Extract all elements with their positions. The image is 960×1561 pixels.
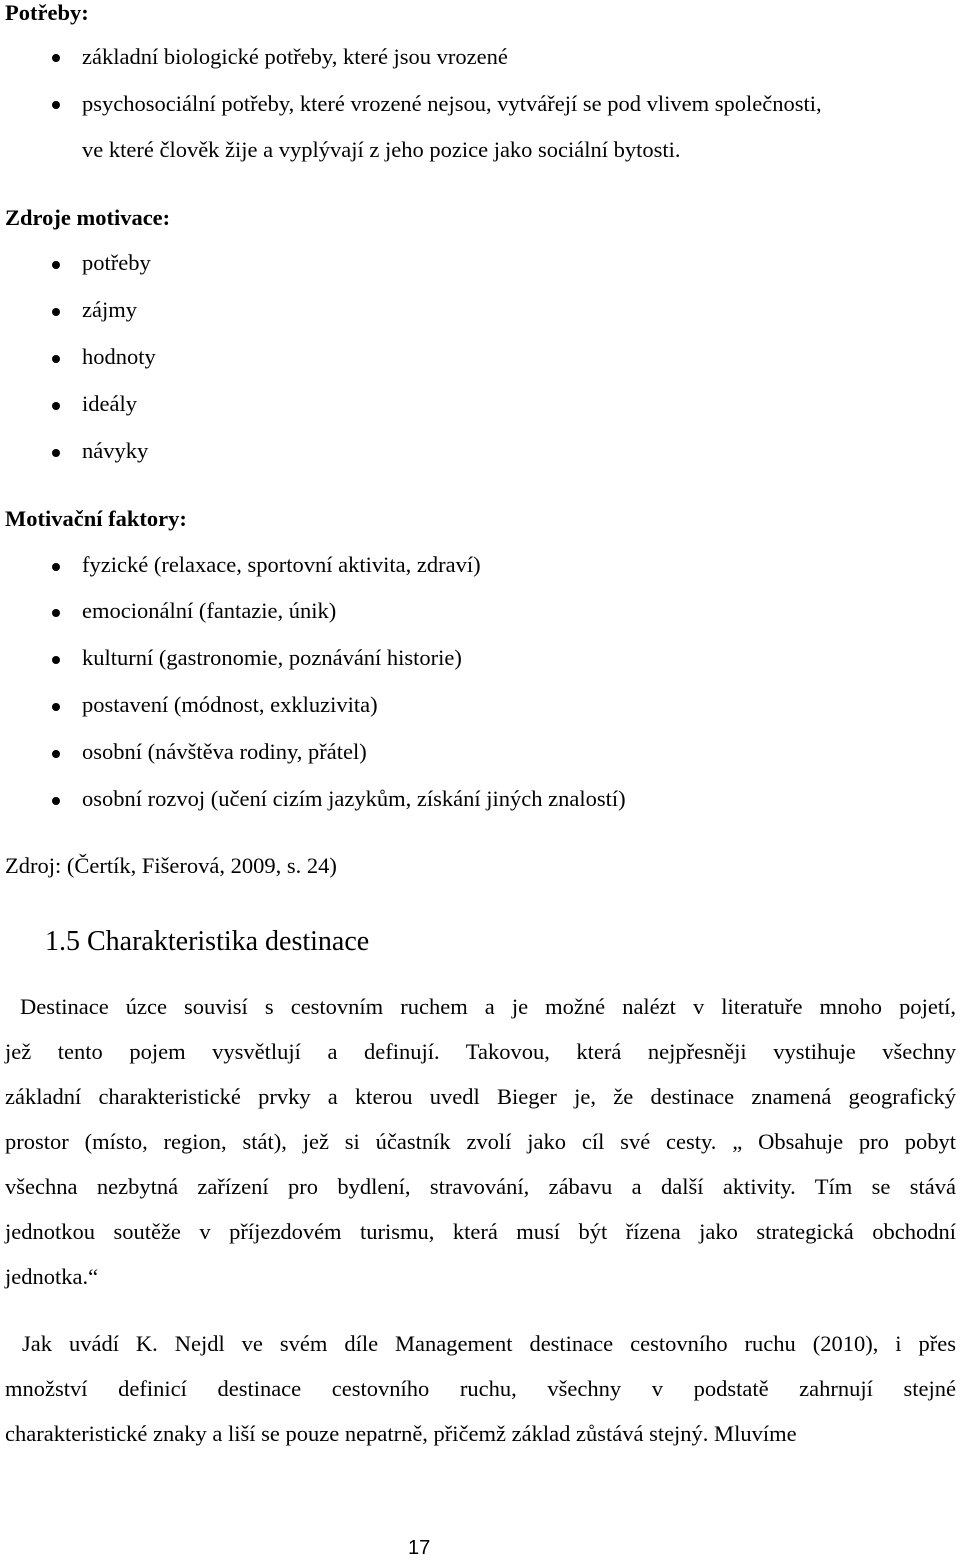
paragraph-line: Jak uvádí K. Nejdl ve svém díle Management destinace cestovního ruchu (2010), i přes: [22, 1331, 956, 1356]
factors-heading: Motivační faktory:: [5, 506, 187, 531]
factor-item-physical: fyzické (relaxace, sportovní aktivita, zdraví): [82, 552, 481, 577]
factor-item-emotional: emocionální (fantazie, únik): [82, 598, 337, 623]
paragraph-line: jednotka.“: [5, 1264, 99, 1289]
bullet-icon: [52, 308, 60, 316]
factor-item-status: postavení (módnost, exkluzivita): [82, 692, 378, 717]
paragraph-line: charakteristické znaky a liší se pouze nepatrně, přičemž základ zůstává stejný. Mluvíme: [5, 1421, 797, 1446]
sources-item-needs: potřeby: [82, 250, 151, 275]
bullet-icon: [52, 54, 60, 62]
sources-item-ideals: ideály: [82, 391, 137, 416]
needs-item-2-continued: ve které člověk žije a vyplývají z jeho pozice jako sociální bytosti.: [82, 137, 681, 162]
factor-item-personal: osobní (návštěva rodiny, přátel): [82, 739, 367, 764]
bullet-icon: [52, 609, 60, 617]
paragraph-line: množství definicí destinace cestovního ruchu, všechny v podstatě zahrnují stejné: [5, 1376, 956, 1401]
sources-item-interests: zájmy: [82, 297, 137, 322]
section-title: 1.5 Charakteristika destinace: [45, 926, 370, 957]
paragraph-line: všechna nezbytná zařízení pro bydlení, stravování, zábavu a další aktivity. Tím se stává: [5, 1174, 956, 1199]
bullet-icon: [52, 402, 60, 410]
factor-item-cultural: kulturní (gastronomie, poznávání historie): [82, 645, 462, 670]
paragraph-line: prostor (místo, region, stát), jež si účastník zvolí jako cíl své cesty. „ Obsahuje pro pobyt: [5, 1129, 956, 1154]
needs-item-2: psychosociální potřeby, které vrozené nejsou, vytvářejí se pod vlivem společnosti,: [82, 91, 822, 116]
sources-item-habits: návyky: [82, 438, 149, 463]
needs-heading: Potřeby:: [5, 0, 89, 25]
bullet-icon: [52, 101, 60, 109]
bullet-icon: [52, 656, 60, 664]
bullet-icon: [52, 797, 60, 805]
page-number: 17: [408, 1537, 431, 1559]
bullet-icon: [52, 261, 60, 269]
bullet-icon: [52, 563, 60, 571]
paragraph-line: Destinace úzce souvisí s cestovním ruchem a je možné nalézt v literatuře mnoho pojetí,: [20, 994, 956, 1019]
bullet-icon: [52, 449, 60, 457]
paragraph-line: základní charakteristické prvky a kterou uvedl Bieger je, že destinace znamená geografický: [5, 1084, 956, 1109]
paragraph-line: jednotkou soutěže v příjezdovém turismu, která musí být řízena jako strategická obchodní: [5, 1219, 956, 1244]
bullet-icon: [52, 703, 60, 711]
sources-heading: Zdroje motivace:: [5, 205, 171, 230]
factors-source: Zdroj: (Čertík, Fišerová, 2009, s. 24): [5, 853, 337, 878]
sources-item-values: hodnoty: [82, 344, 156, 369]
needs-item-1: základní biologické potřeby, které jsou vrozené: [82, 44, 508, 69]
bullet-icon: [52, 750, 60, 758]
paragraph-line: jež tento pojem vysvětlují a definují. Takovou, která nejpřesněji vystihuje všechny: [5, 1039, 956, 1064]
bullet-icon: [52, 355, 60, 363]
factor-item-development: osobní rozvoj (učení cizím jazykům, získání jiných znalostí): [82, 786, 626, 811]
